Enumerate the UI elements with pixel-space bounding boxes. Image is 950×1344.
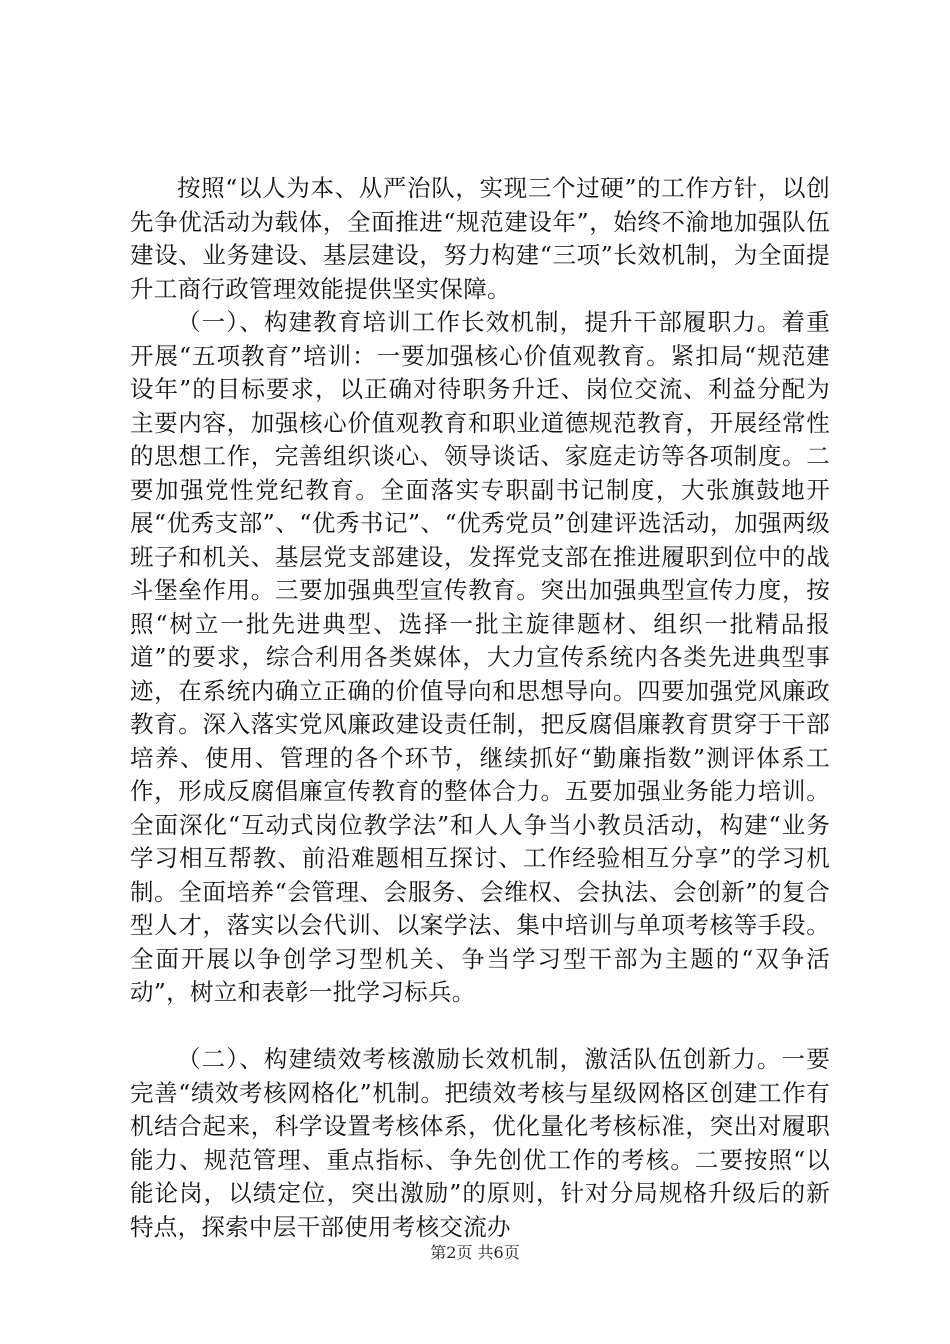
paragraph-intro: 按照“以人为本、从严治队，实现三个过硬”的工作方针，以创先争优活动为载体，全面推进“规范建设年”，始终不渝地加强队伍建设、业务建设、基层建设，努力构建“三项”长效机制，为全面提升工商行政管理效能提供坚实保障。 — [130, 174, 830, 303]
document-body — [130, 172, 830, 1244]
page-footer: 第2页 共6页 — [430, 1243, 520, 1262]
paragraph-section-one: （一）、构建教育培训工作长效机制，提升干部履职力。着重开展“五项教育”培训：一要加强核心价值观教育。紧扣局“规范建设年”的目标要求，以正确对待职务升迁、岗位交流、利益分配为主要内容，加强核心价值观教育和职业道德规范教育，开展经常性的思想工作，完善组织谈心、领导谈话、家庭走访等各项制度。二要加强党性党纪教育。全面落实专职副书记制度，大张旗鼓地开展“优秀支部”、“优秀书记”、“优秀党员”创建评选活动，加强两级班子和机关、基层党支部建设，发挥党支部在推进履职到位中的战斗堡垒作用。三要加强典型宣传教育。突出加强典型宣传力度，按照“树立一批先进典型、选择一批主旋律题材、组织一批精品报道”的要求，综合利用各类媒体，大力宣传系统内各类先进典型事迹，在系统内确立正确的价值导向和思想导向。四要加强党风廉政教育。深入落实党风廉政建设责任制，把反腐倡廉教育贯穿于干部培养、使用、管理的各个环节，继续抓好“勤廉指数”测评体系工作，形成反腐倡廉宣传教育的整体合力。五要加强业务能力培训。全面深化“互动式岗位教学法”和人人争当小教员活动，构建“业务学习相互帮教、前沿难题相互探讨、工作经验相互分享”的学习机制。全面培养“会管理、会服务、会维权、会执法、会创新”的复合型人才，落实以会代训、以案学法、集中培训与单项考核等手段。全面开展以争创学习型机关、争当学习型干部为主题的“双争活动”，树立和表彰一批学习标兵。 — [130, 308, 830, 1006]
paragraph-section-two: （二）、构建绩效考核激励长效机制，激活队伍创新力。一要完善“绩效考核网格化”机制。把绩效考核与星级网格区创建工作有机结合起来，科学设置考核体系，优化量化考核标准，突出对履职能力、规范管理、重点指标、争先创优工作的考核。二要按照“以能论岗，以绩定位，突出激励”的原则，针对分局规格升级后的新特点，探索中层干部使用考核交流办 — [130, 1045, 830, 1241]
